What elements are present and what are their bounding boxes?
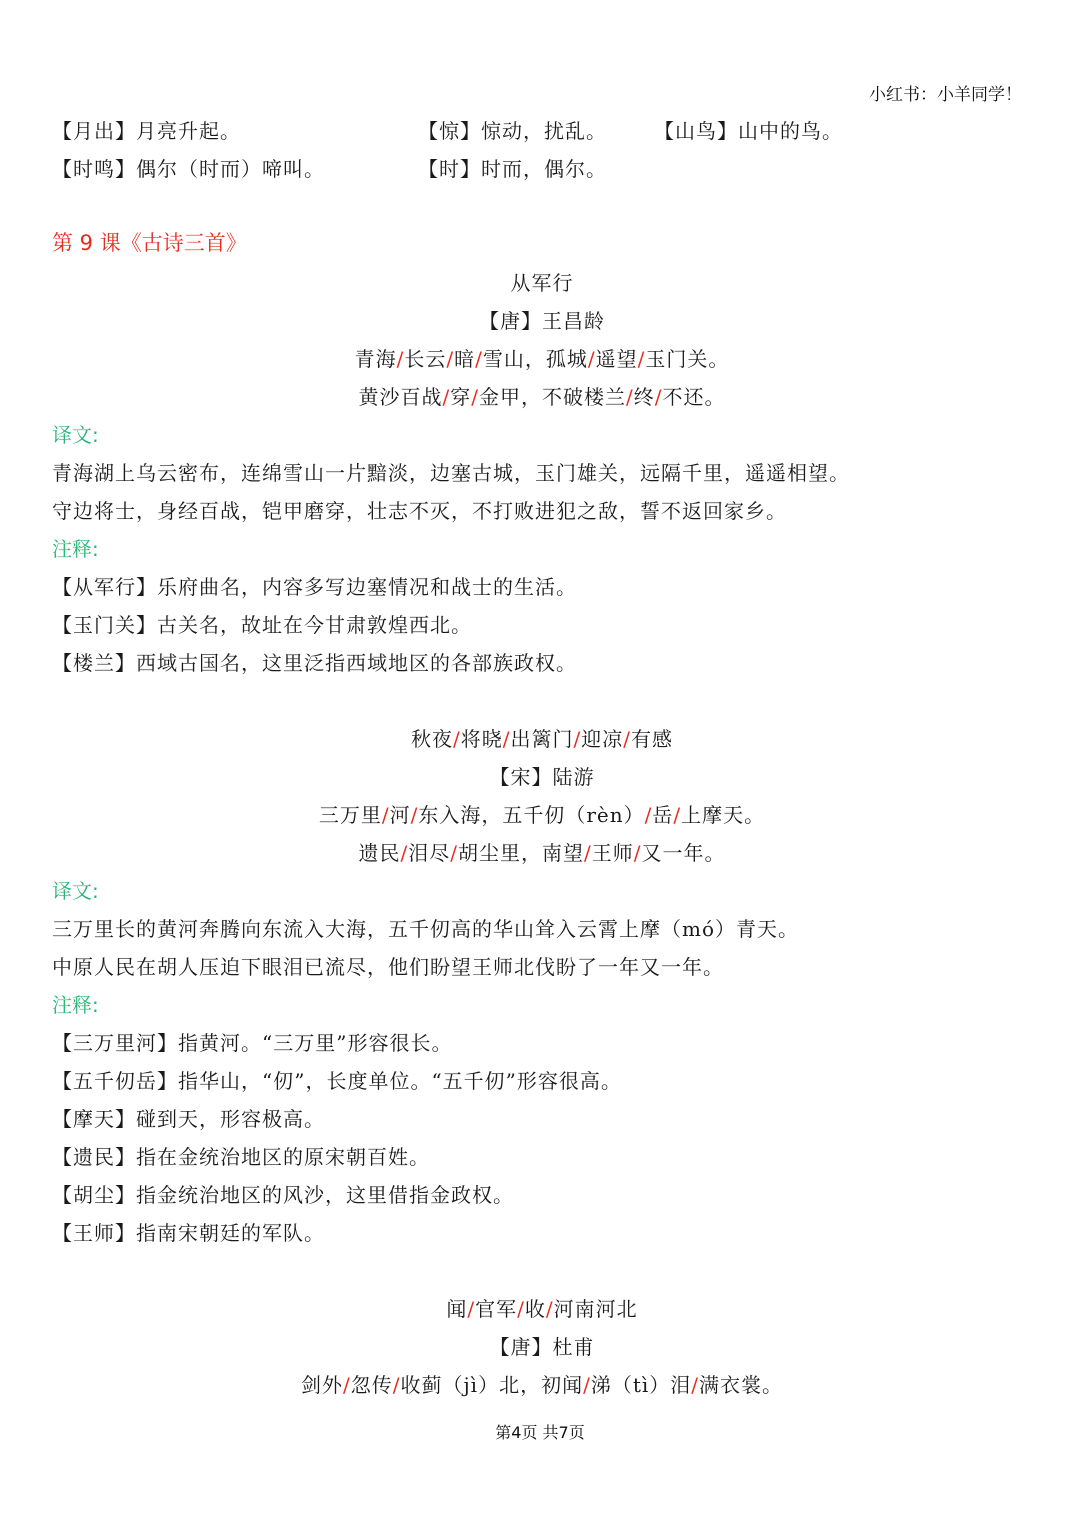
poem-segment: 金甲，不破楼兰 <box>479 385 626 409</box>
note-line: 【摩天】碰到天，形容极高。 <box>52 1107 325 1131</box>
poem-segment: 遗民 <box>358 841 401 865</box>
translation-label: 译文: <box>52 423 99 447</box>
lesson-title: 第 9 课《古诗三首》 <box>52 231 247 255</box>
poem-segment: 雪山，孤城 <box>482 347 588 371</box>
note-shi: 【时】时而，偶尔。 <box>418 157 607 181</box>
poem-segment: 胡尘里，南望 <box>458 841 584 865</box>
poem-author: 【宋】陆游 <box>489 765 595 789</box>
note-line: 【五千仞岳】指华山，“仞”，长度单位。“五千仞”形容很高。 <box>52 1069 622 1093</box>
poem-segment: 涕（tì）泪 <box>590 1373 692 1397</box>
note-line: 【玉门关】古关名，故址在今甘肃敦煌西北。 <box>52 613 472 637</box>
poem-title: 秋夜/将晓/出篱门/迎凉/有感 <box>411 727 673 751</box>
note-line: 【王师】指南宋朝廷的军队。 <box>52 1221 325 1245</box>
poem-title-segment: 官军 <box>475 1297 518 1321</box>
poem-segment: 王师 <box>591 841 634 865</box>
translation-line: 中原人民在胡人压迫下眼泪已流尽，他们盼望王师北伐盼了一年又一年。 <box>52 955 724 979</box>
note-line: 【遗民】指在金统治地区的原宋朝百姓。 <box>52 1145 430 1169</box>
note-line: 【楼兰】西域古国名，这里泛指西域地区的各部族政权。 <box>52 651 577 675</box>
poem-author: 【唐】王昌龄 <box>479 309 605 333</box>
poem-segment: 河 <box>389 803 411 827</box>
note-line: 【从军行】乐府曲名，内容多写边塞情况和战士的生活。 <box>52 575 577 599</box>
poem-line: 黄沙百战/穿/金甲，不破楼兰/终/不还。 <box>358 385 726 409</box>
translation-line: 守边将士，身经百战，铠甲磨穿，壮志不灭，不打败进犯之敌，誓不返回家乡。 <box>52 499 787 523</box>
poem-segment: 长云 <box>404 347 447 371</box>
poem-segment: 岳 <box>652 803 674 827</box>
poem-segment: 三万里 <box>318 803 382 827</box>
page-content <box>52 112 1032 1404</box>
poem-line: 青海/长云/暗/雪山，孤城/遥望/玉门关。 <box>354 347 730 371</box>
translation-line: 三万里长的黄河奔腾向东流入大海，五千仞高的华山耸入云霄上摩（mó）青天。 <box>52 917 800 941</box>
poem-segment: 泪尽 <box>408 841 451 865</box>
poem-title-segment: 收 <box>524 1297 546 1321</box>
poem-segment: 上摩天。 <box>681 803 766 827</box>
poem-segment: 收蓟（jì）北，初闻 <box>400 1373 584 1397</box>
notes-label: 注释: <box>52 993 99 1017</box>
poem-segment: 又一年。 <box>641 841 726 865</box>
watermark: 小红书：小羊同学！ <box>869 85 1022 105</box>
poem-title-segment: 将晓 <box>460 727 503 751</box>
poem-title-segment: 迎凉 <box>581 727 624 751</box>
poem-title-segment: 有感 <box>631 727 673 751</box>
poem-segment: 玉门关。 <box>645 347 730 371</box>
poem-line: 三万里/河/东入海，五千仞（rèn）/岳/上摩天。 <box>318 803 766 827</box>
poem-segment: 剑外 <box>300 1373 343 1397</box>
poem-segment: 暗 <box>454 347 476 371</box>
note-shanniao: 【山鸟】山中的鸟。 <box>654 119 843 143</box>
translation-line: 青海湖上乌云密布，连绵雪山一片黯淡，边塞古城，玉门雄关，远隔千里，遥遥相望。 <box>52 461 850 485</box>
poem-segment: 终 <box>633 385 655 409</box>
note-yuechu: 【月出】月亮升起。 <box>52 119 241 143</box>
poem-title <box>52 264 1032 302</box>
note-shiming: 【时鸣】偶尔（时而）啼叫。 <box>52 157 325 181</box>
note-jing: 【惊】惊动，扰乱。 <box>418 119 607 143</box>
poem-segment: 东入海，五千仞（rèn） <box>418 803 645 827</box>
poem-title: 闻/官军/收/河南河北 <box>446 1297 638 1321</box>
poem-line: 剑外/忽传/收蓟（jì）北，初闻/涕（tì）泪/满衣裳。 <box>300 1373 784 1397</box>
poem-segment: 遥望 <box>595 347 638 371</box>
top-notes-row <box>52 112 1032 150</box>
poem-segment: 满衣裳。 <box>699 1373 784 1397</box>
poem-segment: 忽传 <box>350 1373 393 1397</box>
poem-segment: 黄沙百战 <box>358 385 443 409</box>
poem-segment: 穿 <box>450 385 472 409</box>
note-line: 【胡尘】指金统治地区的风沙，这里借指金政权。 <box>52 1183 514 1207</box>
poem-line: 遗民/泪尽/胡尘里，南望/王师/又一年。 <box>358 841 726 865</box>
poem-author: 【唐】杜甫 <box>489 1335 595 1359</box>
poem-segment: 青海 <box>354 347 397 371</box>
top-notes-row <box>52 150 1032 188</box>
poem-title-segment: 河南河北 <box>553 1297 638 1321</box>
poem-title-segment: 出篱门 <box>510 727 574 751</box>
note-line: 【三万里河】指黄河。“三万里”形容很长。 <box>52 1031 453 1055</box>
poem-segment: 不还。 <box>662 385 726 409</box>
poem-title-text: 从军行 <box>510 271 574 295</box>
notes-label: 注释: <box>52 537 99 561</box>
poem-title-segment: 闻 <box>446 1297 468 1321</box>
page-footer: 第4页 共7页 <box>495 1423 585 1442</box>
poem-title-segment: 秋夜 <box>411 727 453 751</box>
translation-label: 译文: <box>52 879 99 903</box>
